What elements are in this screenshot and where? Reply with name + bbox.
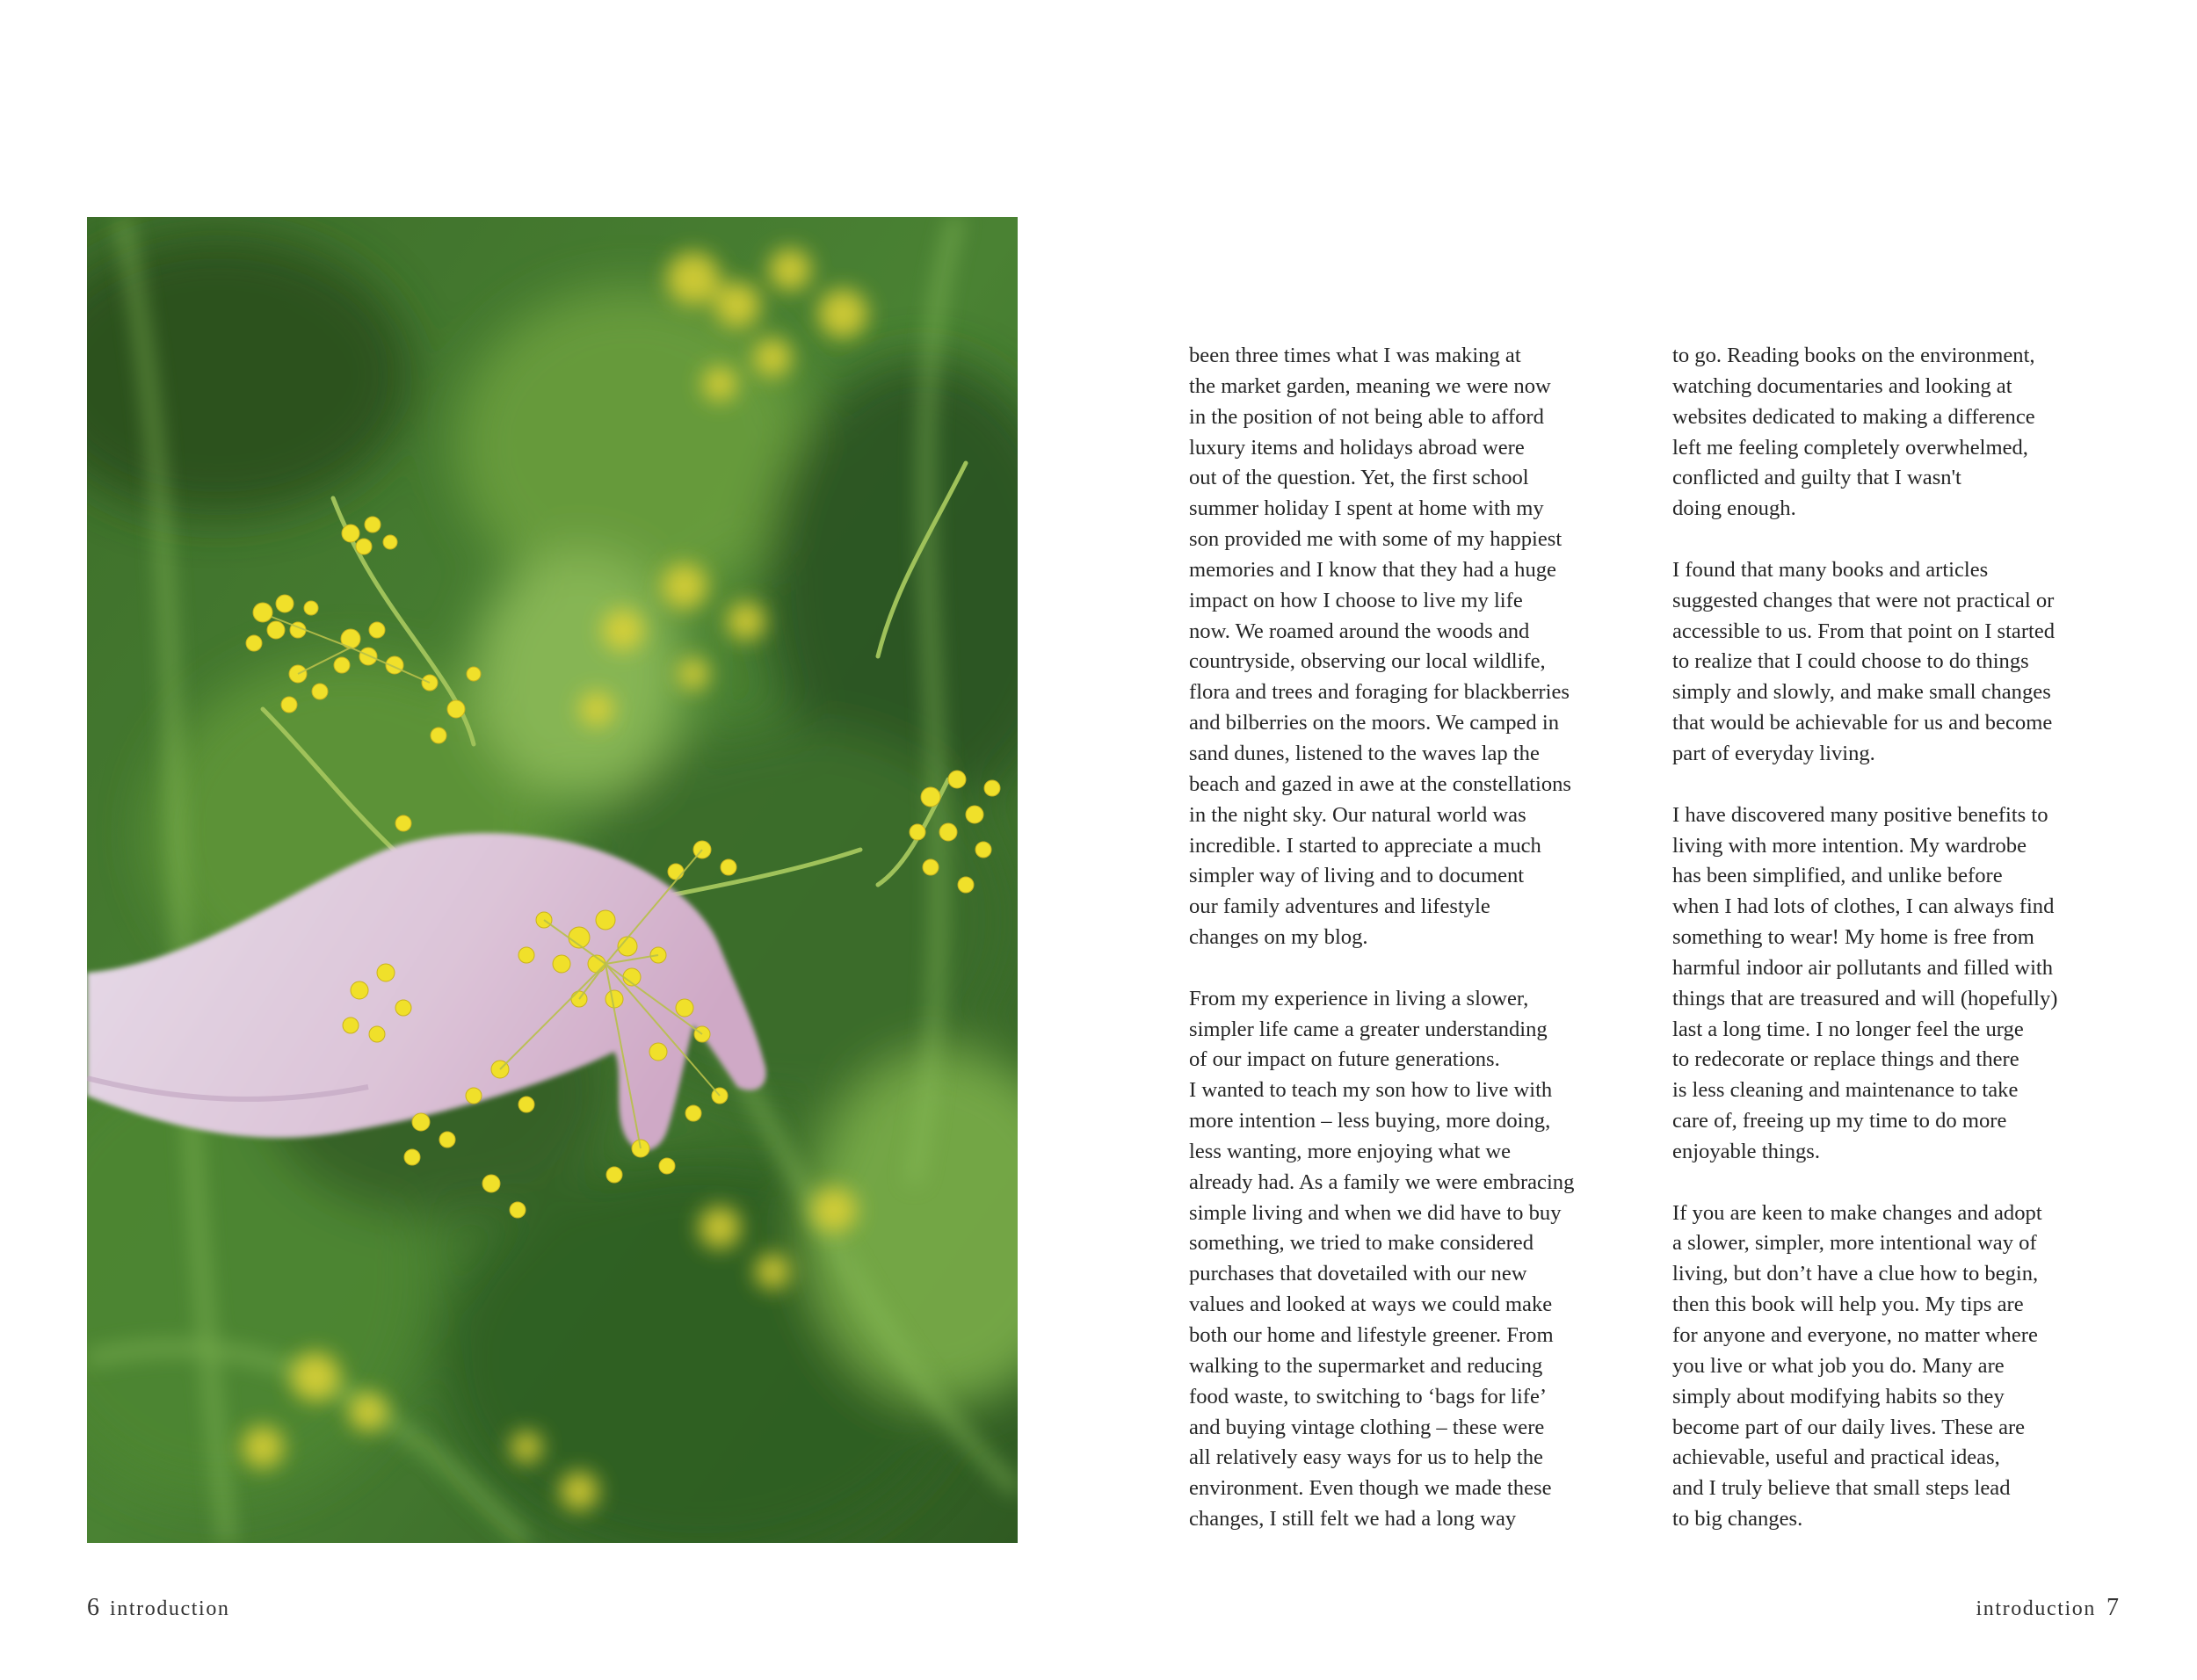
paragraph: From my experience in living a slower, simpler life came a greater understanding of our impact on future generations. I wanted to teach my son how to live with more intention – less buying, more doing, less wanting, more enjoying what we already had. As a family we were embracing simple living and when we did have to buy something, we tried to make considered purchases that dovetailed with our new values and looked at ways we could make both our home and lifestyle greener. From walking to the supermarket and reducing food waste, to switching to ‘bags for life’ and buying vintage clothing – these were all relatively easy ways for us to help the environment. Even though we made these changes, I still felt we had a long way — [1189, 986, 1575, 1532]
paragraph: I found that many books and articles suggested changes that were not practical or accessible to us. From that point on I started to realize that I could choose to do things simply and slowly, and make small changes that would be achievable for us and become part of everyday living. — [1672, 557, 2056, 765]
page-number: 7 — [2106, 1594, 2119, 1621]
right-page-footer — [1976, 1594, 2119, 1622]
paragraph: been three times what I was making at the market garden, meaning we were now in the position of not being able to afford luxury items and holidays abroad were out of the question. Yet, the first school summer holiday I spent at home with my son provided me with some of my happiest memories and I know that they had a huge impact on how I choose to live my life now. We roamed around the woods and countryside, observing our local wildlife, flora and trees and foraging for blackberries and bilberries on the moors. We camped in sand dunes, listened to the waves lap the beach and gazed in awe at the constellations in the night sky. Our natural world was incredible. I started to appreciate a much simpler way of living and to document our family adventures and lifestyle changes on my blog. — [1189, 344, 1571, 950]
paragraph: If you are keen to make changes and adopt a slower, simpler, more intentional way of living, but don’t have a clue how to begin, then this book will help you. My tips are for anyone and everyone, no matter where you live or what job you do. Many are simply about modifying habits so they become part of our daily lives. These are achievable, useful and practical ideas, and I truly believe that small steps lead to big changes. — [1672, 1200, 2042, 1532]
left-page-footer — [87, 1594, 230, 1622]
section-title: introduction — [110, 1597, 230, 1620]
paragraph: to go. Reading books on the environment, watching documentaries and looking at websites dedicated to making a difference left me feeling completely overwhelmed, conflicted and guilty that I wasn't doing enough. — [1672, 344, 2035, 521]
left-text-column — [1189, 341, 1681, 1535]
page-number: 6 — [87, 1594, 99, 1621]
right-text-column — [1672, 341, 2164, 1535]
section-title: introduction — [1976, 1597, 2096, 1620]
paragraph: I have discovered many positive benefits to living with more intention. My wardrobe has been simplified, and unlike before when I had lots of clothes, I can always find something to wear! My home is free from harmful indoor air pollutants and filled with things that are treasured and will (hopefully) last a long time. I no longer feel the urge to redecorate or replace things and there is less cleaning and maintenance to take care of, freeing up my time to do more enjoyable things. — [1672, 802, 2058, 1163]
fennel-flower-photo — [87, 217, 1018, 1543]
